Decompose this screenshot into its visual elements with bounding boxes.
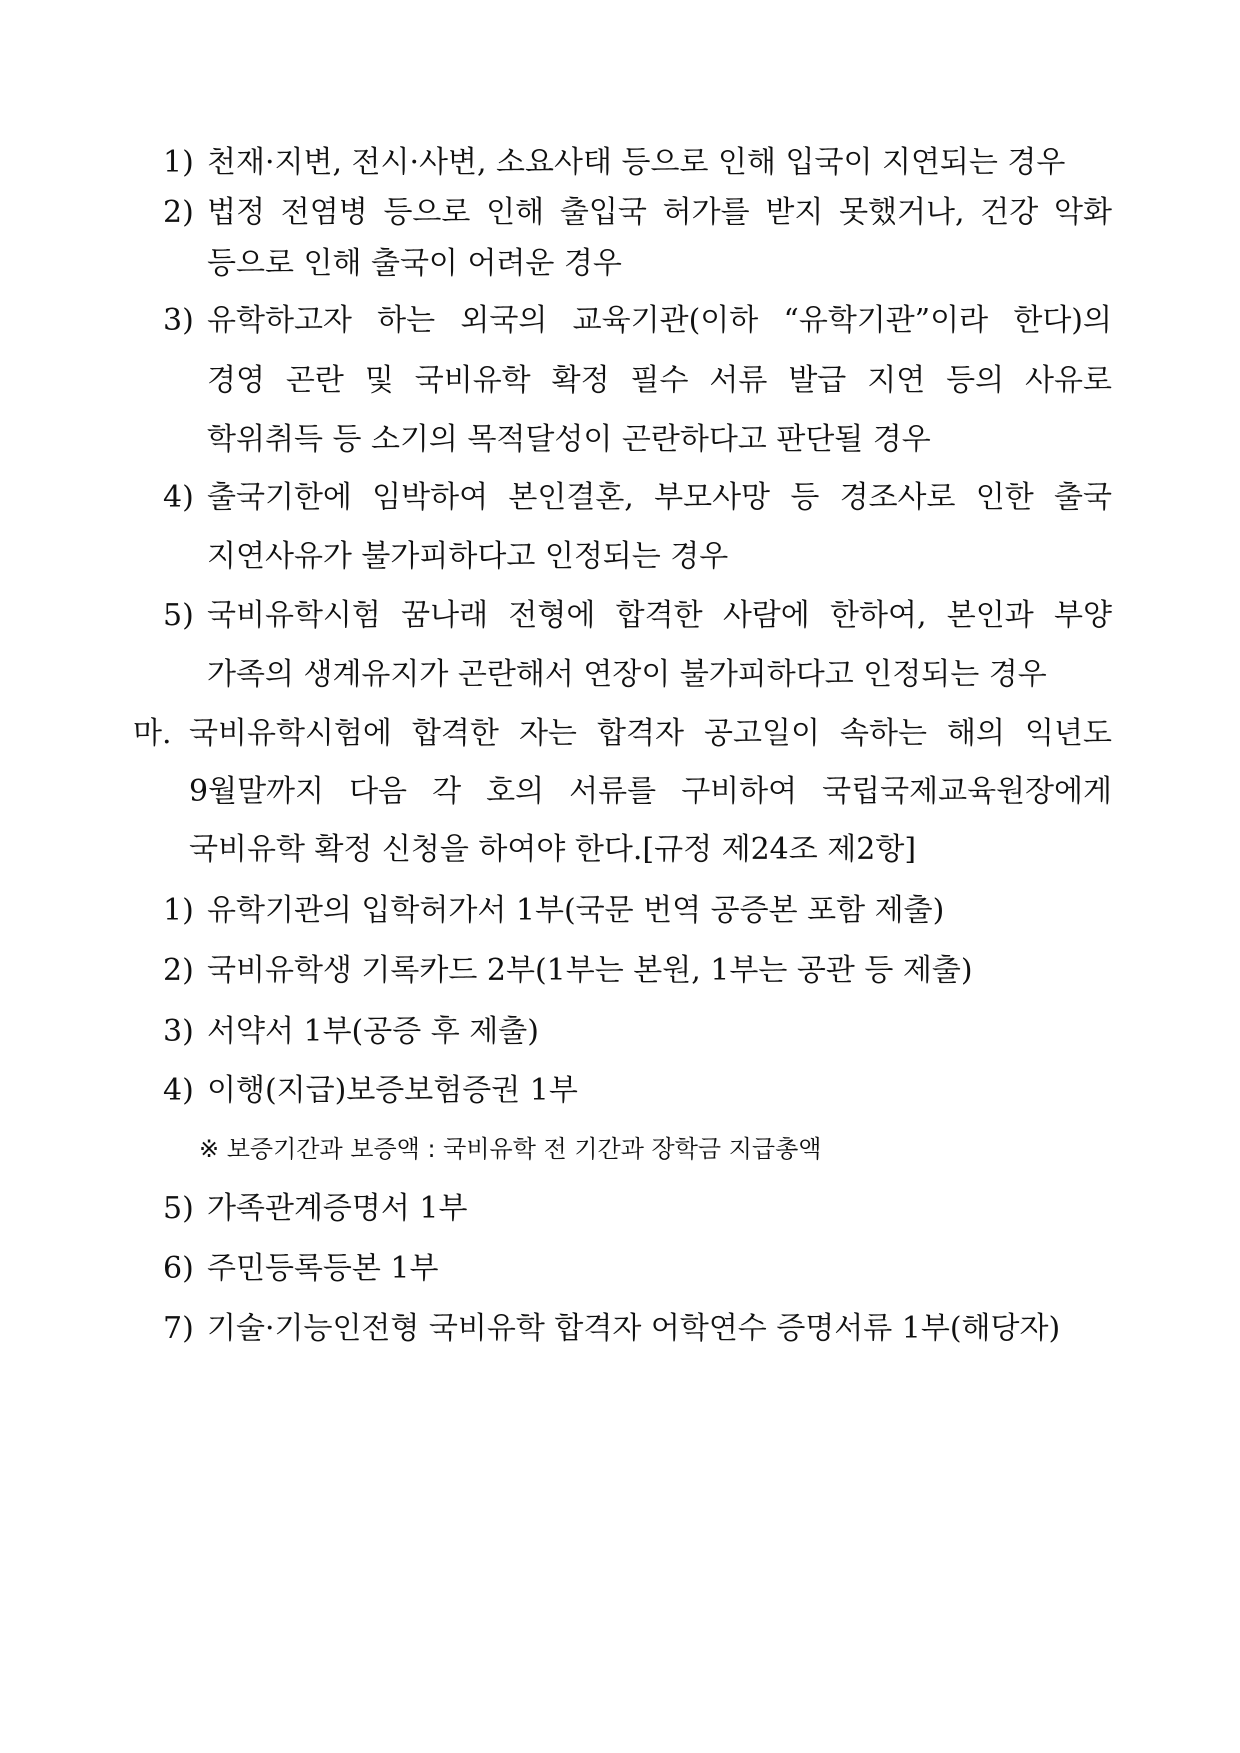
- item-text: 국비유학시험 꿈나래 전형에 합격한 사람에 한하여, 본인과 부양: [207, 598, 1112, 633]
- item-text: 가족의 생계유지가 곤란해서 연장이 불가피하다고 인정되는 경우: [207, 657, 1047, 692]
- item-text: 경영 곤란 및 국비유학 확정 필수 서류 발급 지연 등의 사유로: [207, 363, 1112, 398]
- section-text: 국비유학 확정 신청을 하여야 한다.[규정 제24조 제2항]: [189, 832, 917, 867]
- section-text: 국비유학시험에 합격한 자는 합격자 공고일이 속하는 해의 익년도: [189, 716, 1112, 751]
- item-number: 7): [163, 1311, 194, 1346]
- item-number: 2): [163, 195, 194, 230]
- item-number: 4): [163, 480, 194, 515]
- item-text: 법정 전염병 등으로 인해 출입국 허가를 받지 못했거나, 건강 악화: [207, 195, 1112, 230]
- item-text: 주민등록등본 1부: [207, 1251, 439, 1286]
- item-text: 등으로 인해 출국이 어려운 경우: [207, 246, 622, 281]
- item-number: 3): [163, 1014, 194, 1049]
- item-text: 천재·지변, 전시·사변, 소요사태 등으로 인해 입국이 지연되는 경우: [207, 145, 1066, 180]
- item-text: 기술·기능인전형 국비유학 합격자 어학연수 증명서류 1부(해당자): [207, 1311, 1061, 1346]
- item-number: 6): [163, 1251, 194, 1286]
- item-text: 가족관계증명서 1부: [207, 1191, 468, 1226]
- item-number: 5): [163, 598, 194, 633]
- note-text: ※ 보증기간과 보증액 : 국비유학 전 기간과 장학금 지급총액: [199, 1135, 822, 1163]
- item-text: 이행(지급)보증보험증권 1부: [207, 1073, 578, 1108]
- item-text: 지연사유가 불가피하다고 인정되는 경우: [207, 539, 729, 574]
- item-number: 5): [163, 1191, 194, 1226]
- item-number: 1): [163, 893, 194, 928]
- item-number: 4): [163, 1073, 194, 1108]
- item-number: 1): [163, 145, 194, 180]
- item-number: 2): [163, 953, 194, 988]
- item-text: 유학하고자 하는 외국의 교육기관(이하 “유학기관”이라 한다)의: [207, 303, 1112, 338]
- section-number: 마.: [133, 716, 172, 751]
- item-text: 서약서 1부(공증 후 제출): [207, 1014, 539, 1049]
- section-text: 9월말까지 다음 각 호의 서류를 구비하여 국립국제교육원장에게: [189, 774, 1112, 809]
- item-number: 3): [163, 303, 194, 338]
- item-text: 출국기한에 임박하여 본인결혼, 부모사망 등 경조사로 인한 출국: [207, 480, 1112, 515]
- item-text: 유학기관의 입학허가서 1부(국문 번역 공증본 포함 제출): [207, 893, 945, 928]
- item-text: 국비유학생 기록카드 2부(1부는 본원, 1부는 공관 등 제출): [207, 953, 973, 988]
- item-text: 학위취득 등 소기의 목적달성이 곤란하다고 판단될 경우: [207, 422, 931, 457]
